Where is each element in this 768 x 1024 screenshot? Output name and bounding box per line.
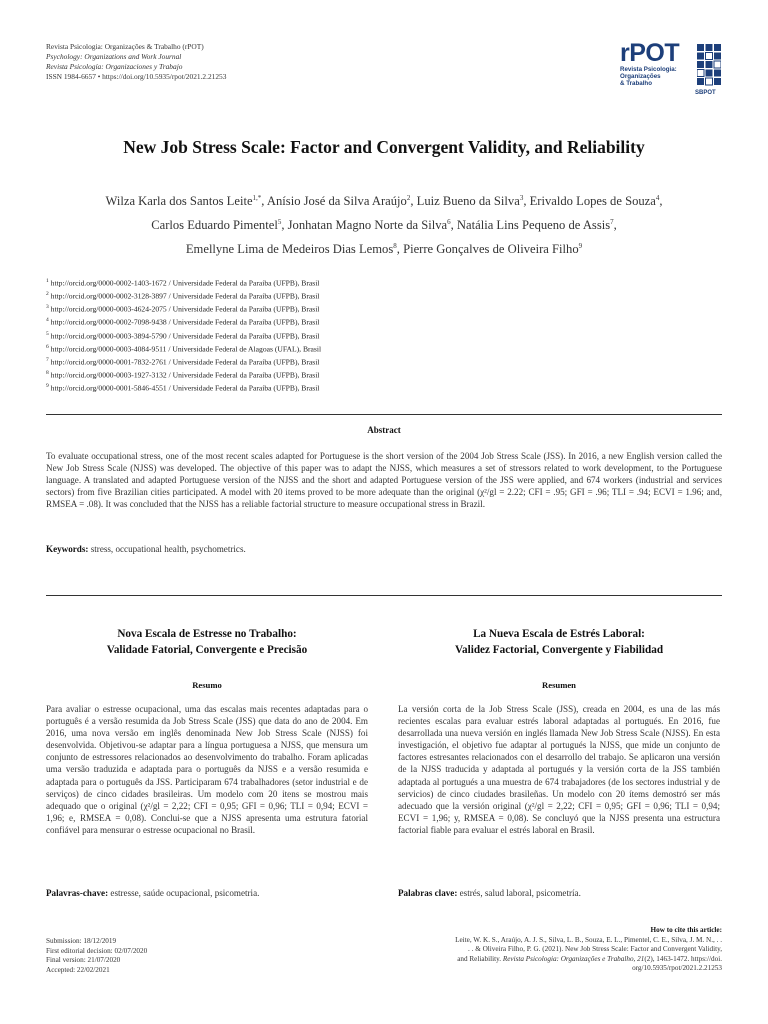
cite-line: and Reliability. Revista Psicologia: Organizações e Trabalho, 21(2), 1463-1472. https://doi.: [457, 954, 722, 963]
logo-wordmark: rPOT: [620, 39, 680, 67]
keywords-label: Keywords:: [46, 544, 89, 554]
rpot-logo: [620, 40, 724, 100]
author: Natália Lins Pequeno de Assis: [456, 218, 611, 233]
es-text: La versión corta de la Job Stress Scale (JSS), creada en 2004, es una de las más recientes escalas para evaluar estrés laboral adaptadas al portugués. En 2016, fue desarrollada una nueva versión en inglés llamada New Job Stress Scale (NJSS). En esta investigación, el objetivo fue adaptar al portugués la NJSS, que mide un conjunto de factores estresantes relacionados con el desarrollo del trabajo. Se aplicaron una versión de la NJSS traducida y adaptada al portugués y la versión corta de la JSS también adaptada al portugués a una muestra de 674 trabajadores (de los sectores industrial y de servicios) de cinco ciudades brasileñas. Un modelo con 20 ítems demostró ser más adecuado que la versión original (χ²/gl = 2,22; CFI = 0,95; GFI = 0,96; TLI = 0,94; ECVI = 1,96; y, RMSEA = 0,08). Se concluyó que la NJSS presenta una estructura factorial fiable para evaluar el estrés laboral en Brasil.: [398, 704, 720, 835]
abstract-text: To evaluate occupational stress, one of the most recent scales adapted for Portuguese is the short version of the 2004 Job Stress Scale (JSS). In 2016, a new English version called the New Job Stress Scale (NJSS) was developed. The objective of this paper was to adapt the NJSS, which measures a set of stressors related to work development, to the Portuguese language. A translated and adapted Portuguese version of the NJSS and the short and adapted Portuguese version of the JSS were applied, and 674 workers (industrial and services sectors) from five Brazilian cities participated. A model with 20 items proved to be more adequate than the original (χ²/gl = 2.22; CFI = .95; GFI = .96; TLI = .94; ECVI = 1.96; and, RMSEA = .08). It was concluded that the NJSS has a reliable factorial structure to measure occupational stress in Brazil.: [46, 451, 722, 510]
submission-dates: [46, 937, 147, 975]
es-title: La Nueva Escala de Estrés Laboral: Validez Factorial, Convergente y Fiabilidad: [454, 628, 664, 656]
journal-name-es: Revista Psicología: Organizaciones y Trabajo: [46, 62, 183, 71]
affiliation-item[interactable]: $^7$ http://orcid.org/0000-0001-7832-2761 / Universidade Federal da Paraíba (UFPB), Brasil: [46, 356, 320, 367]
date-final-version: Final version: 21/07/2020: [46, 956, 121, 965]
pt-heading: Resumo: [192, 680, 222, 690]
journal-name-pt: Revista Psicologia: Organizações & Trabalho (rPOT): [46, 42, 204, 51]
pt-text: Para avaliar o estresse ocupacional, uma das escalas mais recentes adaptadas para o português é a versão resumida da Job Stress Scale (JSS) que data do ano de 2004. Em 2016, uma nova versão em inglês denominada New Job Stress Scale (NJSS) foi desenvolvida. Objetivou-se adaptar para a língua portuguesa a NJSS, que mensura um conjunto de estressores relacionados ao desenvolvimento do trabalho. Foram aplicadas uma versão traduzida e adaptada para o português da NJSS e a versão resumida e adaptada para o português da JSS. Participaram 674 trabalhadores (setor industrial e de serviços) de cinco cidades brasileiras. Um modelo com 20 itens se mostrou mais adequado que o original (χ²/gl = 2,22; CFI = 0,95; GFI = 0,96; TLI = 0,94; ECVI = 1,96; e, RMSEA = 0,08). Conclui-se que a NJSS apresenta uma estrutura fatorial confiável para mensurar o estresse ocupacional no Brasil.: [46, 704, 368, 835]
keywords: [46, 544, 246, 554]
how-to-cite: [400, 926, 722, 974]
logo-sub-1: Revista Psicologia:: [620, 66, 677, 73]
author: Erivaldo Lopes de Souza: [529, 194, 656, 209]
author: Jonhatan Magno Norte da Silva: [287, 218, 448, 233]
date-first-decision: First editorial decision: 02/07/2020: [46, 946, 148, 955]
journal-name-en: Psychology: Organizations and Work Journal: [46, 52, 182, 61]
author: Pierre Gonçalves de Oliveira Filho: [403, 242, 579, 257]
author: Carlos Eduardo Pimentel: [151, 218, 278, 233]
abstract-heading: Abstract: [367, 425, 401, 435]
cite-doi-link[interactable]: org/10.5935/rpot/2021.2.21253: [632, 964, 722, 973]
logo-sub-2: Organizações: [620, 73, 661, 80]
pt-keywords: Palavras-chave: estresse, saúde ocupacional, psicometria.: [46, 888, 260, 898]
issn-doi[interactable]: ISSN 1984-6657 • https://doi.org/10.5935/rpot/2021.2.21253: [46, 72, 227, 81]
date-submission: Submission: 18/12/2019: [46, 937, 117, 945]
author-line-1: Wilza Karla dos Santos Leite$^{1,*}$, Anísio José da Silva Araújo$^2$, Luiz Bueno da Silva$^3$, Erivaldo Lopes de Souza$^4$,: [105, 194, 663, 209]
author-line-3: Emellyne Lima de Medeiros Dias Lemos$^8$, Pierre Gonçalves de Oliveira Filho$^9$: [185, 242, 583, 257]
author: Wilza Karla dos Santos Leite: [105, 194, 253, 209]
article-title: New Job Stress Scale: Factor and Convergent Validity, and Reliability: [123, 137, 645, 157]
divider: [46, 595, 722, 596]
cite-line: Leite, W. K. S., Araújo, A. J. S., Silva, L. B., Souza, E. L., Pimentel, C. E., Silva, J. M. N., . .: [455, 935, 722, 944]
date-accepted: Accepted: 22/02/2021: [46, 965, 110, 974]
cite-heading: How to cite this article:: [650, 926, 722, 934]
divider: [46, 414, 722, 415]
logo-sub-3: & Trabalho: [620, 80, 652, 87]
keywords-value: stress, occupational health, psychometrics.: [90, 544, 246, 554]
affiliation-item[interactable]: $^1$ http://orcid.org/0000-0002-1403-1672 / Universidade Federal da Paraíba (UFPB), Brasil: [46, 278, 320, 288]
affiliation-item[interactable]: $^6$ http://orcid.org/0000-0003-4084-9511 / Universidade Federal de Alagoas (UFAL), Brasil: [46, 343, 322, 354]
affiliation-item[interactable]: $^4$ http://orcid.org/0000-0002-7098-9438 / Universidade Federal da Paraíba (UFPB), Brasil: [46, 317, 320, 327]
affiliation-item[interactable]: $^3$ http://orcid.org/0000-0003-4624-2075 / Universidade Federal da Paraíba (UFPB), Brasil: [46, 304, 320, 314]
pt-title: Nova Escala de Estresse no Trabalho: Validade Fatorial, Convergente e Precisão: [106, 628, 308, 656]
affiliation-item[interactable]: $^5$ http://orcid.org/0000-0003-3894-5790 / Universidade Federal da Paraíba (UFPB), Brasil: [46, 330, 320, 341]
es-keywords: Palabras clave: estrés, salud laboral, psicometría.: [398, 888, 581, 898]
affiliation-item[interactable]: $^8$ http://orcid.org/0000-0003-1927-3132 / Universidade Federal da Paraíba (UFPB), Brasil: [46, 369, 320, 380]
journal-header: [46, 42, 226, 82]
logo-society: SBPOT: [695, 90, 716, 96]
sbpot-mark-icon: [697, 44, 721, 86]
affiliations: [46, 276, 321, 394]
es-heading: Resumen: [542, 680, 576, 690]
affiliation-item[interactable]: $^9$ http://orcid.org/0000-0001-5846-4551 / Universidade Federal da Paraíba (UFPB), Brasil: [46, 383, 320, 393]
affiliation-item[interactable]: $^2$ http://orcid.org/0000-0002-3128-3897 / Universidade Federal da Paraíba (UFPB), Brasil: [46, 291, 320, 301]
author-list: [40, 188, 728, 261]
author: Emellyne Lima de Medeiros Dias Lemos: [185, 242, 394, 257]
author: Luiz Bueno da Silva: [416, 194, 520, 209]
author: Anísio José da Silva Araújo: [266, 194, 407, 209]
cite-line: . . & Oliveira Filho, P. G. (2021). New Job Stress Scale: Factor and Convergent Validity,: [468, 945, 722, 954]
author-line-2: Carlos Eduardo Pimentel$^5$, Jonhatan Magno Norte da Silva$^6$, Natália Lins Pequeno de Assis$^7$,: [151, 218, 617, 233]
